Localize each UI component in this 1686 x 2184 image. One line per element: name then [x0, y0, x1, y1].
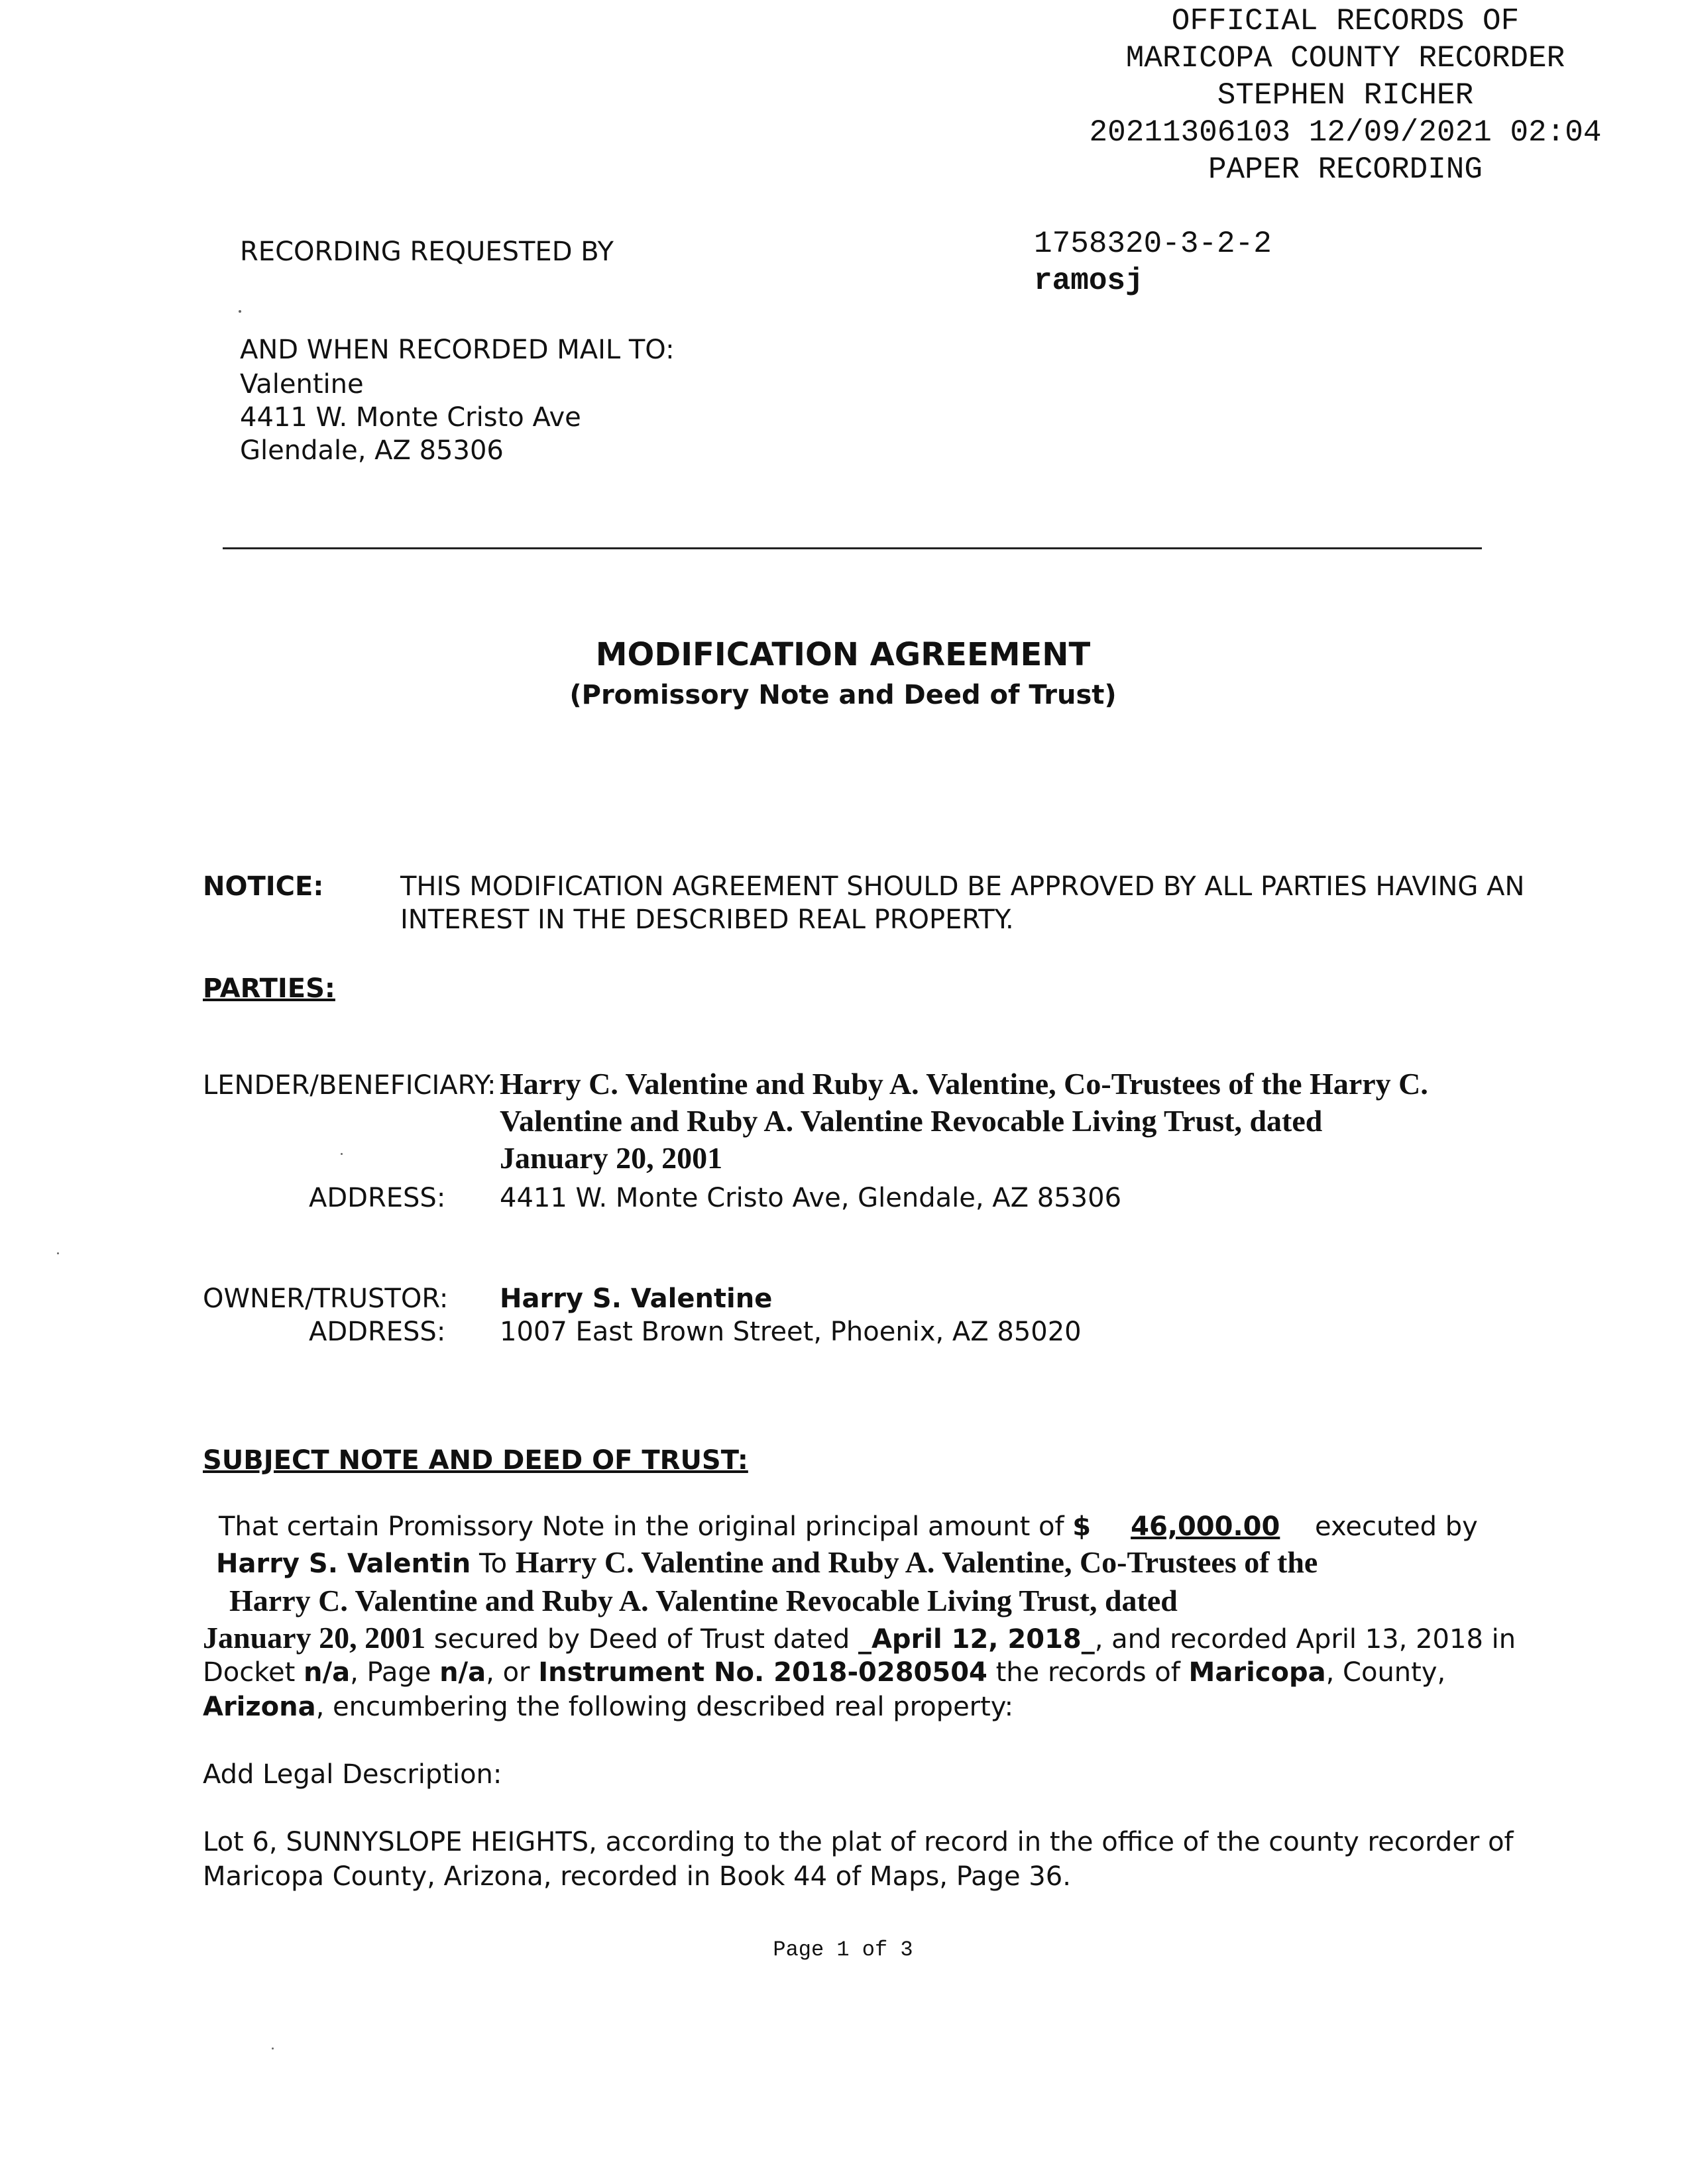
- borrower-name: Harry S. Valentin: [216, 1549, 471, 1579]
- subject-line-6: Arizona, encumbering the following described real property:: [203, 1692, 1014, 1722]
- mail-to-name: Valentine: [240, 369, 364, 400]
- subject-line-3: Harry C. Valentine and Ruby A. Valentine Revocable Living Trust, dated: [229, 1584, 1178, 1617]
- legal-description-line-2: Maricopa County, Arizona, recorded in Book 44 of Maps, Page 36.: [203, 1861, 1071, 1892]
- page-number: Page 1 of 3: [773, 1938, 913, 1962]
- document-subtitle: (Promissory Note and Deed of Trust): [569, 680, 1117, 710]
- owner-label: OWNER/TRUSTOR:: [203, 1283, 449, 1314]
- principal-amount: 46,000.00: [1131, 1511, 1280, 1542]
- recorder-stamp: [1034, 3, 1657, 188]
- scan-speck: [341, 1153, 343, 1155]
- owner-address: 1007 East Brown Street, Phoenix, AZ 85020: [500, 1317, 1082, 1347]
- instrument-number: Instrument No. 2018-0280504: [538, 1657, 987, 1688]
- owner-address-label: ADDRESS:: [309, 1317, 446, 1347]
- stamp-line-3: STEPHEN RICHER: [1217, 78, 1474, 113]
- recording-reference: 1758320-3-2-2: [1034, 227, 1272, 261]
- mail-to-street: 4411 W. Monte Cristo Ave: [240, 402, 581, 433]
- recording-requested-by: RECORDING REQUESTED BY: [240, 237, 614, 267]
- stamp-time: 02:04: [1510, 115, 1602, 150]
- parties-heading: PARTIES:: [203, 973, 335, 1004]
- notice-label: NOTICE:: [203, 871, 324, 902]
- stamp-line-5: PAPER RECORDING: [1208, 152, 1483, 187]
- legal-description-line-1: Lot 6, SUNNYSLOPE HEIGHTS, according to the plat of record in the office of the county recorder of: [203, 1827, 1514, 1857]
- deed-date: _April 12, 2018_: [858, 1624, 1095, 1655]
- subject-heading: SUBJECT NOTE AND DEED OF TRUST:: [203, 1445, 748, 1476]
- lender-address: 4411 W. Monte Cristo Ave, Glendale, AZ 85306: [500, 1183, 1122, 1213]
- lender-name-line-2: Valentine and Ruby A. Valentine Revocable Living Trust, dated: [500, 1104, 1323, 1138]
- stamp-document-number: 20211306103: [1089, 115, 1291, 150]
- lender-name-line-1: Harry C. Valentine and Ruby A. Valentine, Co-Trustees of the Harry C.: [500, 1067, 1428, 1101]
- mail-to-city: Glendale, AZ 85306: [240, 435, 504, 466]
- scan-speck: [239, 310, 241, 313]
- lender-label: LENDER/BENEFICIARY:: [203, 1070, 496, 1101]
- legal-description-heading: Add Legal Description:: [203, 1759, 502, 1790]
- document-title: MODIFICATION AGREEMENT: [595, 636, 1091, 673]
- mail-to-heading: AND WHEN RECORDED MAIL TO:: [240, 335, 675, 365]
- stamp-number-row: [1034, 114, 1657, 151]
- subject-line-4: January 20, 2001 secured by Deed of Trust dated _April 12, 2018_, and recorded April 13, 2018 in: [203, 1621, 1516, 1655]
- stamp-date: 12/09/2021: [1308, 115, 1492, 150]
- scan-speck: [272, 2048, 274, 2049]
- scan-speck: [57, 1252, 59, 1254]
- notice-line-1: THIS MODIFICATION AGREEMENT SHOULD BE APPROVED BY ALL PARTIES HAVING AN: [400, 871, 1525, 902]
- owner-name: Harry S. Valentine: [500, 1283, 773, 1314]
- lender-address-label: ADDRESS:: [309, 1183, 446, 1213]
- divider-line: [223, 547, 1482, 549]
- stamp-line-2: MARICOPA COUNTY RECORDER: [1125, 41, 1565, 76]
- stamp-line-1: OFFICIAL RECORDS OF: [1171, 4, 1520, 38]
- notice-line-2: INTEREST IN THE DESCRIBED REAL PROPERTY.: [400, 904, 1014, 935]
- subject-line-2: Harry S. Valentin To Harry C. Valentine and Ruby A. Valentine, Co-Trustees of the: [216, 1545, 1318, 1579]
- lender-name-line-3: January 20, 2001: [500, 1141, 723, 1175]
- subject-line-1: That certain Promissory Note in the original principal amount of $ 46,000.00 executed by: [219, 1511, 1478, 1542]
- recording-clerk: ramosj: [1034, 264, 1144, 298]
- subject-line-5: Docket n/a, Page n/a, or Instrument No. 2018-0280504 the records of Maricopa, County,: [203, 1657, 1446, 1688]
